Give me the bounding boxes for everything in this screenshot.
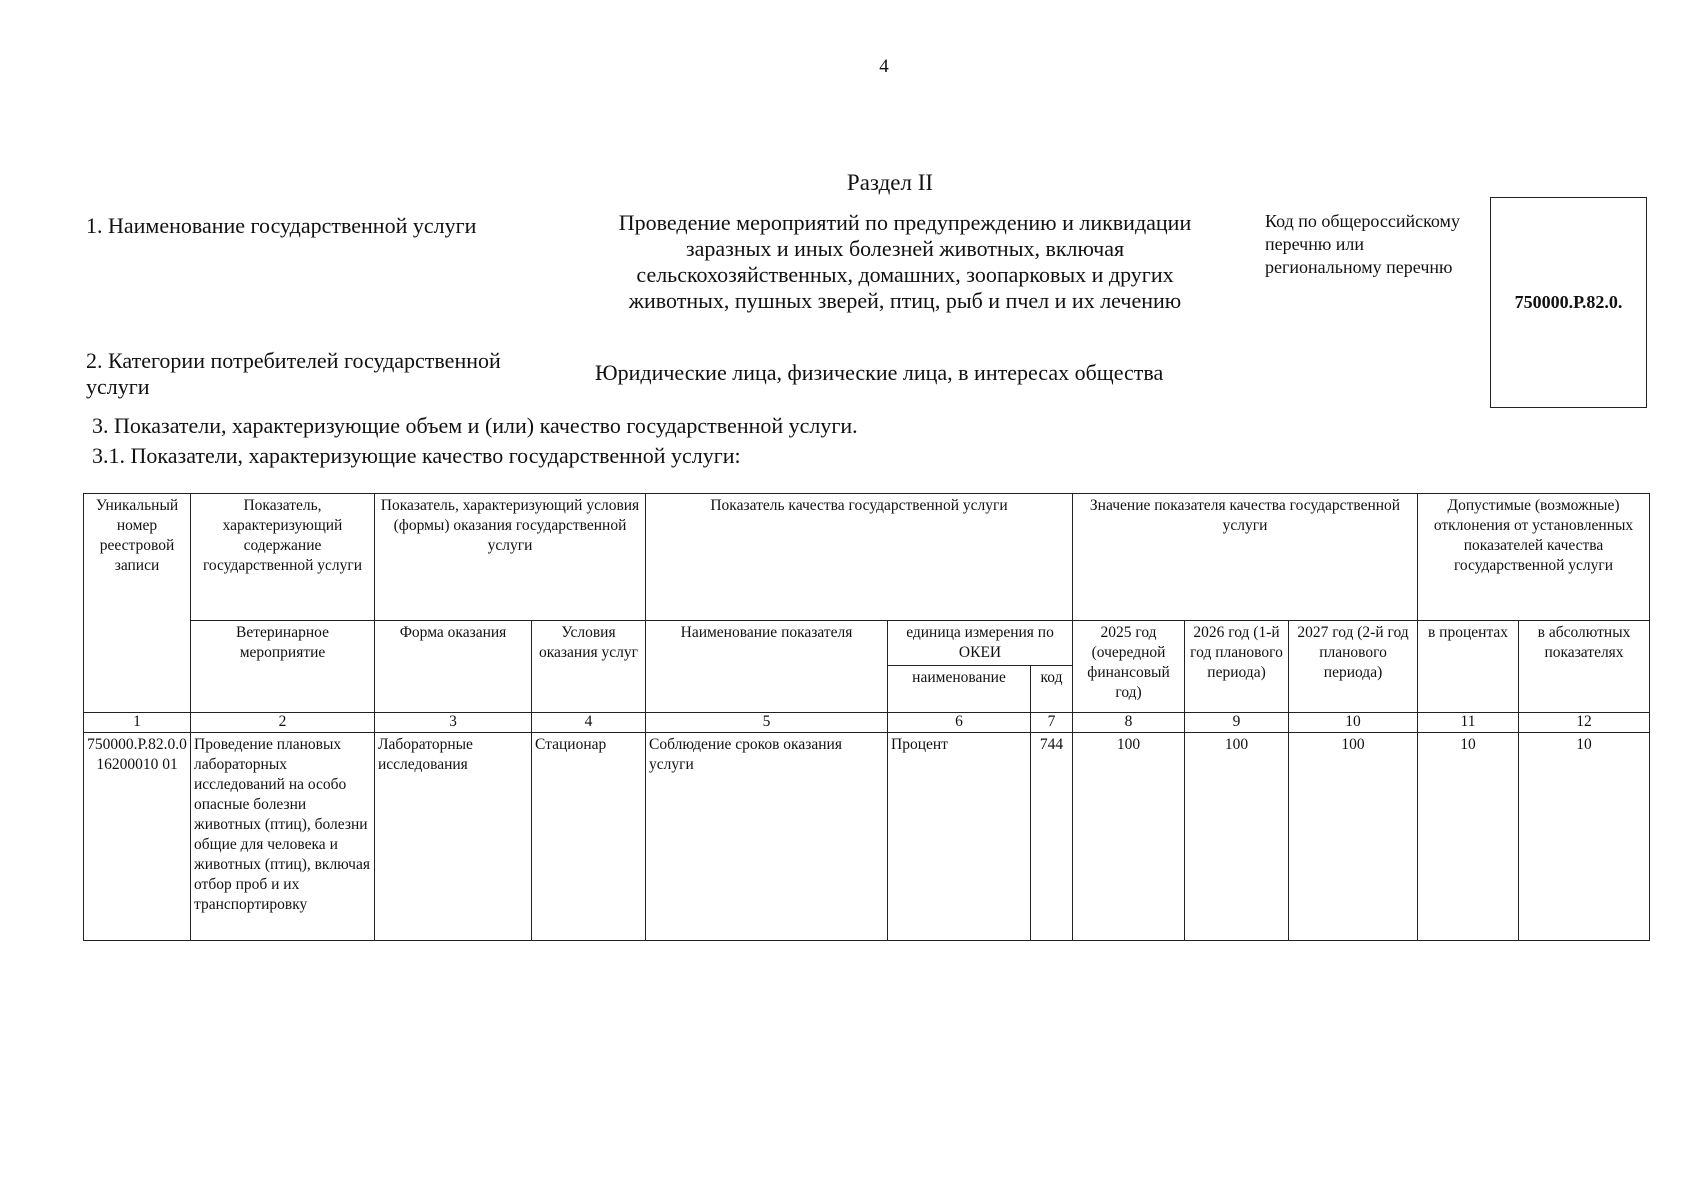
- table-header-row-1: [84, 494, 1650, 621]
- header-conditions: Показатель, характеризующий условия (формы) оказания государственной услуги: [375, 494, 646, 621]
- cell-percent: 10: [1418, 733, 1519, 941]
- column-number: 3: [375, 713, 532, 733]
- cell-vet-measure: Проведение плановых лабораторных исследований на особо опасные болезни животных (птиц), болезни общие для человека и животных (птиц), включая отбор проб и их транспортировку: [191, 733, 375, 941]
- header-form: Форма оказания: [375, 621, 532, 713]
- cell-service-conditions: Стационар: [532, 733, 646, 941]
- quality-indicators-heading: 3.1. Показатели, характеризующие качество государственной услуги:: [92, 443, 741, 468]
- cell-registry: 750000.Р.82.0.016200010 01: [84, 733, 191, 941]
- table-row: [84, 733, 1650, 941]
- header-registry: Уникальный номер реестровой записи: [84, 494, 191, 713]
- cell-indicator-name: Соблюдение сроков оказания услуги: [646, 733, 888, 941]
- column-number-row: [84, 713, 1650, 733]
- cell-year-2026: 100: [1185, 733, 1289, 941]
- header-content: Показатель, характеризующий содержание государственной услуги: [191, 494, 375, 621]
- column-number: 2: [191, 713, 375, 733]
- column-number: 1: [84, 713, 191, 733]
- column-number: 11: [1418, 713, 1519, 733]
- header-percent: в процентах: [1418, 621, 1519, 713]
- column-number: 6: [888, 713, 1031, 733]
- header-unit: единица измерения по ОКЕИ: [888, 621, 1073, 666]
- header-vet-measure: Ветеринарное мероприятие: [191, 621, 375, 713]
- header-year-2026: 2026 год (1-й год планового периода): [1185, 621, 1289, 713]
- header-service-conditions: Условия оказания услуг: [532, 621, 646, 713]
- registry-code-box: [1490, 197, 1647, 408]
- cell-absolute: 10: [1519, 733, 1650, 941]
- column-number: 5: [646, 713, 888, 733]
- column-number: 7: [1031, 713, 1073, 733]
- cell-year-2027: 100: [1289, 733, 1418, 941]
- column-number: 9: [1185, 713, 1289, 733]
- registry-code-label: Код по общероссийскому перечню или региональному перечню: [1265, 211, 1460, 277]
- page-number: 4: [879, 56, 889, 77]
- header-deviations: Допустимые (возможные) отклонения от установленных показателей качества государственной услуги: [1418, 494, 1650, 621]
- consumer-category-label: 2. Категории потребителей государственной услуги: [86, 348, 501, 399]
- column-number: 10: [1289, 713, 1418, 733]
- cell-unit-name: Процент: [888, 733, 1031, 941]
- registry-code-value: 750000.Р.82.0.: [1514, 292, 1623, 312]
- header-indicator-name: Наименование показателя: [646, 621, 888, 713]
- header-unit-name: наименование: [888, 666, 1031, 713]
- header-year-2025: 2025 год (очередной финансовый год): [1073, 621, 1185, 713]
- header-unit-code: код: [1031, 666, 1073, 713]
- consumer-category-value: Юридические лица, физические лица, в интересах общества: [595, 360, 1164, 385]
- service-name-label: 1. Наименование государственной услуги: [86, 213, 477, 238]
- header-quality: Показатель качества государственной услуги: [646, 494, 1073, 621]
- indicators-heading: 3. Показатели, характеризующие объем и (или) качество государственной услуги.: [92, 413, 858, 438]
- column-number: 8: [1073, 713, 1185, 733]
- cell-unit-code: 744: [1031, 733, 1073, 941]
- header-values: Значение показателя качества государственной услуги: [1073, 494, 1418, 621]
- header-absolute: в абсолютных показателях: [1519, 621, 1650, 713]
- service-name-value: Проведение мероприятий по предупреждению и ликвидации заразных и иных болезней животных, включая сельскохозяйственных, домашних, зоопарковых и других животных, пушных зверей, птиц, рыб и пчел и их лечению: [618, 210, 1192, 313]
- quality-indicators-table: [83, 493, 1650, 941]
- header-year-2027: 2027 год (2-й год планового периода): [1289, 621, 1418, 713]
- column-number: 4: [532, 713, 646, 733]
- table-header-row-2: [84, 621, 1650, 666]
- column-number: 12: [1519, 713, 1650, 733]
- cell-form: Лабораторные исследования: [375, 733, 532, 941]
- section-title: Раздел II: [846, 170, 934, 195]
- cell-year-2025: 100: [1073, 733, 1185, 941]
